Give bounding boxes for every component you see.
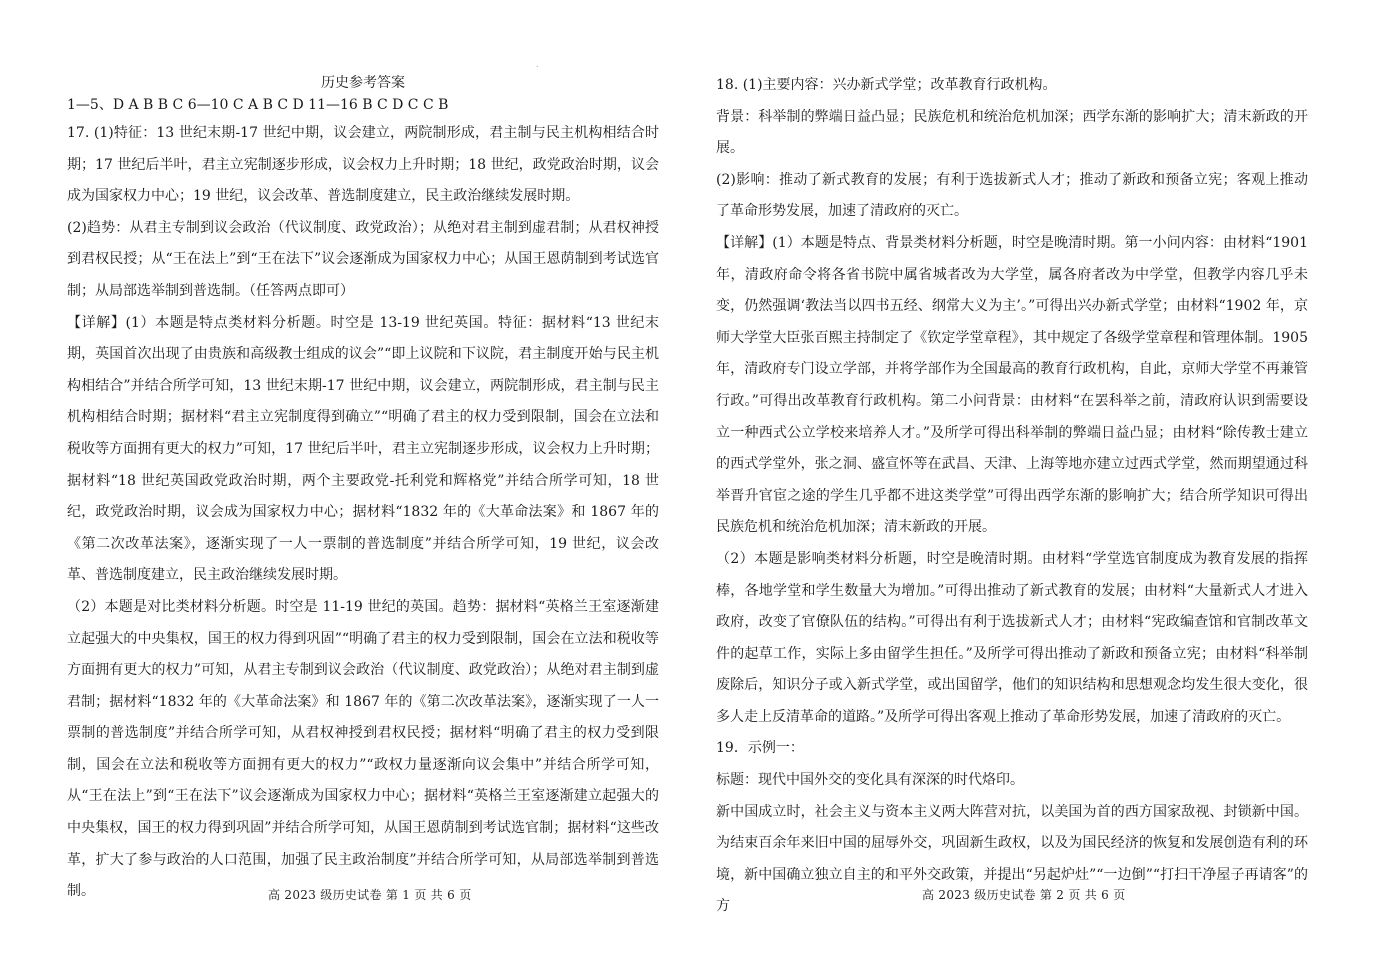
- q17-part2-answer: (2)趋势：从君主专制到议会政治（代议制度、政党政治）；从绝对君主制到虚君制；从君权神授到君权民授；从“王在法上”到“王在法下”议会逐渐成为国家权力中心；从国王恩荫制到考试选官制；从局部选举制到普选制。（任答两点即可）: [67, 219, 659, 299]
- q19-body: 新中国成立时，社会主义与资本主义两大阵营对抗，以美国为首的西方国家敌视、封锁新中国。为结束百余年来旧中国的屈辱外交，巩固新生政权，以及为国民经济的恢复和发展创造有利的环境，新中国确立独立自主的和平外交政策，并提出“另起炉灶”“一边倒”“打扫干净屋子再请客”的方: [716, 803, 1308, 915]
- q19-heading: 19．示例一：: [716, 740, 804, 757]
- scan-dot: .: [536, 60, 539, 69]
- q18-detail-part2: （2）本题是影响类材料分析题，时空是晚清时期。由材料“学堂选官制度成为教育发展的指挥棒，各地学堂和学生数量大为增加。”可得出推动了新式教育的发展；由材料“大量新式人才进入政府，改变了官僚队伍的结构。”可得出有利于选拔新式人才；由材料“宪政编查馆和官制改革文件的起草工作，实际上多由留学生担任。”及所学可得出推动了新政和预备立宪；由材料“科举制废除后，知识分子或入新式学堂，或出国留学，他们的知识结构和思想观念均发生很大变化，很多人走上反清革命的道路。”及所学可得出客观上推动了革命形势发展，加速了清政府的灭亡。: [716, 550, 1308, 725]
- q18-part2-answer: (2)影响：推动了新式教育的发展；有利于选拔新式人才；推动了新政和预备立宪；客观上推动了革命形势发展，加速了清政府的灭亡。: [716, 171, 1308, 220]
- q18-part1-answer: 18. (1)主要内容：兴办新式学堂；改革教育行政机构。: [716, 77, 1057, 93]
- footer-page-2: 高 2023 级历史试卷 第 2 页 共 6 页: [922, 888, 1126, 902]
- left-column: [67, 70, 659, 908]
- q18-detail-part1: 【详解】(1）本题是特点、背景类材料分析题，时空是晚清时期。第一小问内容：由材料“1901 年，清政府命令将各省书院中属省城者改为大学堂，属各府者改为中学堂，但教学内容几乎未变，仍然强调‘教法当以四书五经、纲常大义为主’。”可得出兴办新式学堂；由材料“1902 年，京师大学堂大臣张百熙主持制定了《钦定学堂章程》，其中规定了各级学堂章程和管理体制。1905 年，清政府专门设立学部，并将学部作为全国最高的教育行政机构，自此，京师大学堂不再兼管行政。”可得出改革教育行政机构。第二小问背景：由材料“在罢科举之前，清政府认识到需要设立一种西式公立学校来培养人才。”及所学可得出科举制的弊端日益凸显；由材料“除传教士建立的西式学堂外，张之洞、盛宣怀等在武昌、天津、上海等地亦建立过西式学堂，然而期望通过科举晋升官宦之途的学生几乎都不进这类学堂”可得出西学东渐的影响扩大；结合所学知识可得出民族危机和统治危机加深；清末新政的开展。: [716, 234, 1308, 536]
- choice-answers: 1—5、D A B B C 6—10 C A B C D 11—16 B C D C C B: [67, 97, 449, 113]
- q18-background: 背景：科举制的弊端日益凸显；民族危机和统治危机加深；西学东渐的影响扩大；清末新政的开展。: [716, 108, 1308, 157]
- q17-part1-answer: 17. (1)特征：13 世纪末期-17 世纪中期，议会建立，两院制形成，君主制与民主机构相结合时期；17 世纪后半叶，君主立宪制逐步形成，议会权力上升时期；18 世纪，政党政治时期，议会成为国家权力中心；19 世纪，议会改革、普选制度建立，民主政治继续发展时期。: [67, 125, 659, 205]
- q19-title: 标题：现代中国外交的变化具有深深的时代烙印。: [716, 772, 1024, 789]
- footer-page-1: 高 2023 级历史试卷 第 1 页 共 6 页: [268, 888, 472, 902]
- q17-detail-part1: 【详解】(1）本题是特点类材料分析题。时空是 13-19 世纪英国。特征：据材料“13 世纪末期，英国首次出现了由贵族和高级教士组成的议会”“即上议院和下议院，君主制度开始与民主机构相结合”并结合所学可知，13 世纪末期-17 世纪中期，议会建立，两院制形成，君主制与民主机构相结合时期；据材料“君主立宪制度得到确立”“明确了君主的权力受到限制，国会在立法和税收等方面拥有更大的权力”可知，17 世纪后半叶，君主立宪制逐步形成，议会权力上升时期；据材料“18 世纪英国政党政治时期，两个主要政党-托利党和辉格党”并结合所学可知，18 世纪，政党政治时期，议会成为国家权力中心；据材料“1832 年的《大革命法案》和 1867 年的《第二次改革法案》，逐渐实现了一人一票制的普选制度”并结合所学可知，19 世纪，议会改革、普选制度建立，民主政治继续发展时期。: [67, 314, 659, 584]
- right-column: [716, 70, 1308, 923]
- q17-detail-part2: （2）本题是对比类材料分析题。时空是 11-19 世纪的英国。趋势：据材料“英格兰王室逐渐建立起强大的中央集权，国王的权力得到巩固”“明确了君主的权力受到限制，国会在立法和税收等方面拥有更大的权力”可知，从君主专制到议会政治（代议制度、政党政治）；从绝对君主制到虚君制；据材料“1832 年的《大革命法案》和 1867 年的《第二次改革法案》，逐渐实现了一人一票制的普选制度”并结合所学可知，从君权神授到君权民授；据材料“明确了君主的权力受到限制，国会在立法和税收等方面拥有更大的权力”“政权力量逐渐向议会集中”并结合所学可知，从“王在法上”到“王在法下”议会逐渐成为国家权力中心；据材料“英格兰王室逐渐建立起强大的中央集权，国王的权力得到巩固”并结合所学可知，从国王恩荫制到考试选官制；据材料“这些改革，扩大了参与政治的人口范围，加强了民主政治制度”并结合所学可知，从局部选举制到普选制。: [67, 598, 659, 900]
- page-title: 历史参考答案: [321, 75, 405, 91]
